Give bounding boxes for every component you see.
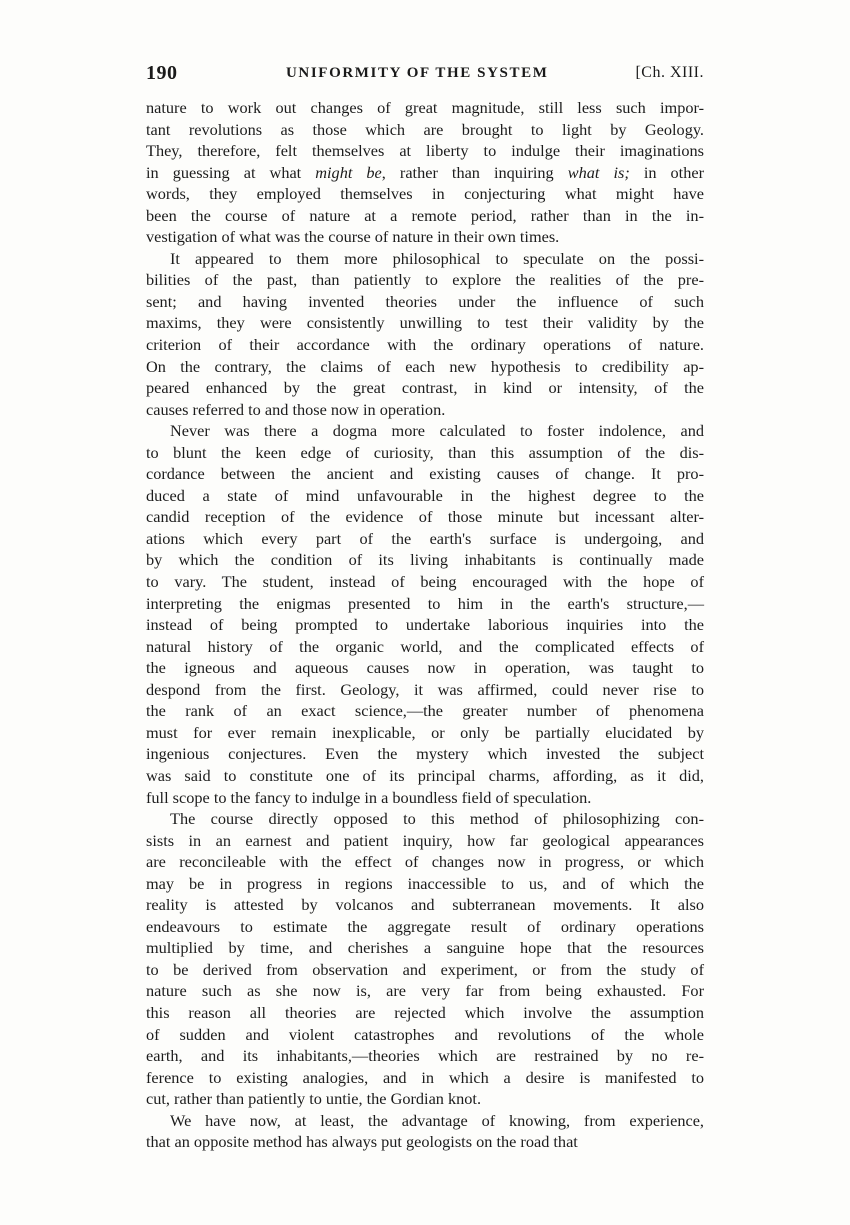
text-line: to be derived from observation and experiment, or from the study of	[146, 959, 704, 979]
text-line: They, therefore, felt themselves at liberty to indulge their imaginations	[146, 141, 704, 161]
text-line: nature to work out changes of great magnitude, still less such impor-	[146, 98, 704, 117]
text-line: cordance between the ancient and existing causes of change. It pro-	[146, 464, 704, 484]
page-number: 190	[146, 62, 178, 84]
text-line: earth, and its inhabitants,—theories which are restrained by no re-	[146, 1046, 704, 1066]
text-line: On the contrary, the claims of each new hypothesis to credibility ap-	[146, 356, 704, 376]
text-line: sent; and having invented theories under the influence of such	[146, 291, 704, 311]
text-line: of sudden and violent catastrophes and revolutions of the whole	[146, 1024, 704, 1044]
text-line: peared enhanced by the great contrast, in kind or intensity, of the	[146, 378, 704, 398]
text-line: full scope to the fancy to indulge in a boundless field of speculation.	[146, 787, 592, 807]
paragraph	[146, 97, 704, 248]
text-line: words, they employed themselves in conjecturing what might have	[146, 184, 704, 204]
text-line: this reason all theories are rejected which involve the assumption	[146, 1002, 704, 1022]
text-line: It appeared to them more philosophical to speculate on the possi-	[170, 248, 704, 268]
text-line: the igneous and aqueous causes now in operation, was taught to	[146, 658, 704, 678]
text-line: was said to constitute one of its principal charms, affording, as it did,	[146, 765, 704, 785]
text-line: duced a state of mind unfavourable in the highest degree to the	[146, 485, 704, 505]
text-line: ingenious conjectures. Even the mystery which invested the subject	[146, 744, 704, 764]
running-title: UNIFORMITY OF THE SYSTEM	[286, 65, 549, 81]
text-line: to blunt the keen edge of curiosity, than this assumption of the dis-	[146, 442, 704, 462]
text-line: interpreting the enigmas presented to him in the earth's structure,—	[146, 593, 704, 613]
running-head	[146, 62, 704, 92]
text-line: maxims, they were consistently unwilling to test their validity by the	[146, 313, 704, 333]
text-line: candid reception of the evidence of those minute but incessant alter-	[146, 507, 704, 527]
text-line: natural history of the organic world, and the complicated effects of	[146, 636, 704, 656]
text-line: nature such as she now is, are very far from being exhausted. For	[146, 981, 704, 1001]
text-line: instead of being prompted to undertake laborious inquiries into the	[146, 615, 704, 635]
chapter-label: [Ch. XIII.	[635, 64, 704, 81]
text-line: that an opposite method has always put geologists on the road that	[146, 1132, 578, 1152]
text-line: bilities of the past, than patiently to explore the realities of the pre-	[146, 270, 704, 290]
text-line: are reconcileable with the effect of changes now in progress, or which	[146, 852, 704, 872]
paragraph	[146, 248, 704, 420]
text-line: We have now, at least, the advantage of knowing, from experience,	[170, 1110, 704, 1130]
text-line: tant revolutions as those which are brought to light by Geology.	[146, 119, 704, 139]
text-line: by which the condition of its living inhabitants is continually made	[146, 550, 704, 570]
text-line: multiplied by time, and cherishes a sanguine hope that the resources	[146, 938, 704, 958]
text-line: may be in progress in regions inaccessible to us, and of which the	[146, 873, 704, 893]
text-line: Never was there a dogma more calculated to foster indolence, and	[170, 421, 704, 441]
text-line: the rank of an exact science,—the greater number of phenomena	[146, 701, 704, 721]
text-line: despond from the first. Geology, it was affirmed, could never rise to	[146, 679, 704, 699]
paragraph	[146, 420, 704, 808]
text-line: criterion of their accordance with the ordinary operations of nature.	[146, 335, 704, 355]
text-line: causes referred to and those now in operation.	[146, 399, 446, 419]
text-line: vestigation of what was the course of nature in their own times.	[146, 227, 560, 247]
paragraph	[146, 808, 704, 1110]
body-text	[146, 97, 704, 1153]
text-line: sists in an earnest and patient inquiry, how far geological appearances	[146, 830, 704, 850]
text-line: The course directly opposed to this method of philosophizing con-	[170, 809, 704, 829]
text-line: ations which every part of the earth's surface is undergoing, and	[146, 528, 704, 548]
text-line: reality is attested by volcanos and subterranean movements. It also	[146, 895, 704, 915]
paragraph	[146, 1110, 704, 1153]
text-line: in guessing at what might be, rather than inquiring what is; in other	[146, 162, 704, 182]
text-line: been the course of nature at a remote period, rather than in the in-	[146, 205, 704, 225]
text-line: endeavours to estimate the aggregate result of ordinary operations	[146, 916, 704, 936]
text-line: ference to existing analogies, and in which a desire is manifested to	[146, 1067, 704, 1087]
text-line: to vary. The student, instead of being encouraged with the hope of	[146, 572, 704, 592]
text-line: must for ever remain inexplicable, or only be partially elucidated by	[146, 722, 704, 742]
text-line: cut, rather than patiently to untie, the Gordian knot.	[146, 1089, 482, 1109]
